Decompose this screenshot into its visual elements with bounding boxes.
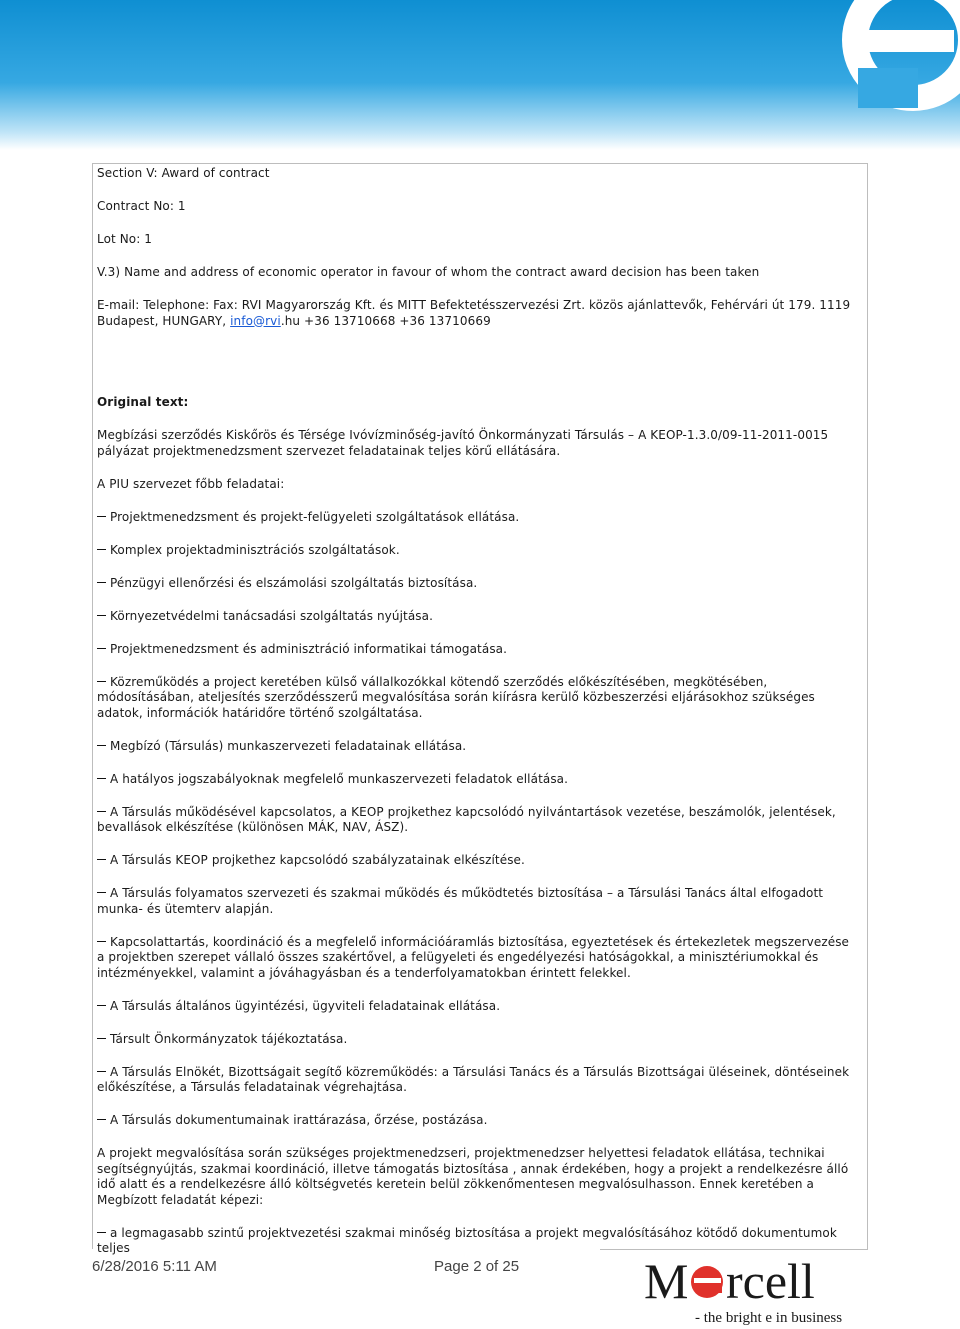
dash-bullet-icon <box>97 892 106 893</box>
economic-operator-heading: V.3) Name and address of economic operator in favour of whom the contract award decision has been taken <box>97 265 760 279</box>
task-item <box>97 675 859 722</box>
dash-bullet-icon <box>97 1038 106 1039</box>
task-item <box>97 935 859 982</box>
economic-operator-details <box>97 298 859 329</box>
dash-bullet-icon <box>97 648 106 649</box>
svg-text:rcell: rcell <box>726 1253 815 1309</box>
operator-line-1: E-mail: Telephone: Fax: RVI Magyarország Kft. és MITT Befektetésszervezési Zrt. közös ajánlattevők, Fehérvári út 179. 1119 <box>97 298 851 312</box>
task-item <box>97 739 859 755</box>
dash-bullet-icon <box>97 778 106 779</box>
task-text: A Társulás általános ügyintézési, ügyviteli feladatainak ellátása. <box>110 998 501 1013</box>
dash-bullet-icon <box>97 582 106 583</box>
task-item <box>97 642 859 658</box>
operator-line-2-suffix: .hu +36 13710668 +36 13710669 <box>280 313 491 328</box>
task-text: A Társulás KEOP projkethez kapcsolódó szabályzatainak elkészítése. <box>110 853 525 867</box>
task-text: Közreműködés a project keretében külső vállalkozókkal kötendő szerződés előkészítésében, megkötésében, módosításában, ateljesítés szerződésszerű megvalósítása során kiírásra kerülő közbeszerzési eljárásokhoz szükséges adatok, információk határidőre történő szolgáltatása. <box>97 674 815 720</box>
task-item <box>97 772 859 788</box>
section-heading: Section V: Award of contract <box>97 166 270 180</box>
dash-bullet-icon <box>97 549 106 550</box>
task-text: Komplex projektadminisztrációs szolgáltatások. <box>110 542 400 557</box>
dash-bullet-icon <box>97 516 106 517</box>
original-text-label: Original text: <box>97 395 189 409</box>
task-item <box>97 999 859 1015</box>
brand-e-icon <box>818 0 960 120</box>
task-text: Megbízó (Társulás) munkaszervezeti feladatainak ellátása. <box>110 738 467 753</box>
task-item <box>97 805 859 836</box>
dash-bullet-icon <box>97 615 106 616</box>
task-list <box>97 510 859 1129</box>
task-item <box>97 1113 859 1129</box>
logo-tagline: - the bright e in business <box>695 1310 843 1326</box>
task-text: Pénzügyi ellenőrzési és elszámolási szolgáltatás biztosítása. <box>110 575 478 590</box>
email-link[interactable]: info@rvi <box>230 313 281 328</box>
dash-bullet-icon <box>97 859 106 860</box>
task-item <box>97 576 859 592</box>
task-item <box>97 886 859 917</box>
task-text: A Társulás dokumentumainak irattárazása, őrzése, postázása. <box>110 1113 488 1127</box>
task-item <box>97 853 859 869</box>
footer-page-number: Page 2 of 25 <box>434 1258 520 1275</box>
task-item <box>97 609 859 625</box>
task-text: Projektmenedzsment és adminisztráció informatikai támogatása. <box>110 641 508 656</box>
footer-divider <box>600 1249 868 1250</box>
dash-bullet-icon <box>97 1232 106 1233</box>
dash-bullet-icon <box>97 1005 106 1006</box>
dash-bullet-icon <box>97 811 106 812</box>
task-item <box>97 543 859 559</box>
closing-paragraph: A projekt megvalósítása során szükséges projektmenedzseri, projektmenedzser helyettesi feladatok ellátása, technikai segítségnyújtás, szakmai koordináció, illetve támogatás biztosítása , annak érdekében, hogy a projekt a rendelkezésre álló idő alatt és a rendelkezésre álló költségvetés keretein belül zökkenőmentesen megvalósulhasson. Ennek keretében a Megbízott feladatát képezi: <box>97 1146 849 1207</box>
last-task-text: a legmagasabb szintű projektvezetési szakmai minőség biztosítása a projekt megvalósításához kötődő dokumentumok teljes <box>97 1225 837 1255</box>
task-text: A Társulás folyamatos szervezeti és szakmai működés és működtetés biztosítása – a Társulási Tanács által elfogadott munka- és ütemterv alapján. <box>97 886 824 916</box>
operator-line-2-prefix: Budapest, HUNGARY, <box>97 313 231 328</box>
dash-bullet-icon <box>97 1119 106 1120</box>
document-body <box>97 166 859 1274</box>
dash-bullet-icon <box>97 745 106 746</box>
footer-date: 6/28/2016 5:11 AM <box>92 1258 217 1275</box>
task-text: A Társulás működésével kapcsolatos, a KEOP projkethez kapcsolódó nyilvántartások vezetése, beszámolók, jelentések, bevallások elkészítése (különösen MÁK, NAV, ÁSZ). <box>97 804 836 834</box>
task-item <box>97 1032 859 1048</box>
task-text: Társult Önkormányzatok tájékoztatása. <box>110 1031 348 1046</box>
task-text: Környezetvédelmi tanácsadási szolgáltatás nyújtása. <box>110 608 433 623</box>
svg-text:M: M <box>644 1253 689 1309</box>
task-text: A Társulás Elnökét, Bizottságait segítő közreműködés: a Társulási Tanács és a Társulás Bizottságai üléseinek, döntéseinek előkészítése, a Társulás feladatainak végrehajtása. <box>97 1064 850 1094</box>
contract-number: Contract No: 1 <box>97 199 186 213</box>
task-item <box>97 1065 859 1096</box>
task-text: Kapcsolattartás, koordináció és a megfelelő információáramlás biztosítása, egyeztetések és értekezletek megszervezése a projektben szerepet vállaló összes szakértővel, a felügyeleti és engedélyezési hatóságokkal, a minisztériumokkal és intézményekkel, valamint a jóváhagyásban és a tenderfolyamatokban érintett felekkel. <box>97 934 850 980</box>
task-item <box>97 510 859 526</box>
task-text: Projektmenedzsment és projekt-felügyeleti szolgáltatások ellátása. <box>110 509 520 524</box>
piu-heading: A PIU szervezet főbb feladatai: <box>97 476 285 491</box>
intro-paragraph: Megbízási szerződés Kiskőrös és Térsége Ivóvízminőség-javító Önkormányzati Társulás – A KEOP-1.3.0/09-11-2011-0015 pályázat projektmenedzsment szervezet feladatainak teljes körű ellátására. <box>97 428 829 458</box>
lot-number: Lot No: 1 <box>97 232 153 246</box>
dash-bullet-icon <box>97 681 106 682</box>
task-text: A hatályos jogszabályoknak megfelelő munkaszervezeti feladatok ellátása. <box>110 771 569 786</box>
header-banner <box>0 0 960 150</box>
dash-bullet-icon <box>97 941 106 942</box>
marcell-logo <box>640 1252 870 1328</box>
dash-bullet-icon <box>97 1071 106 1072</box>
